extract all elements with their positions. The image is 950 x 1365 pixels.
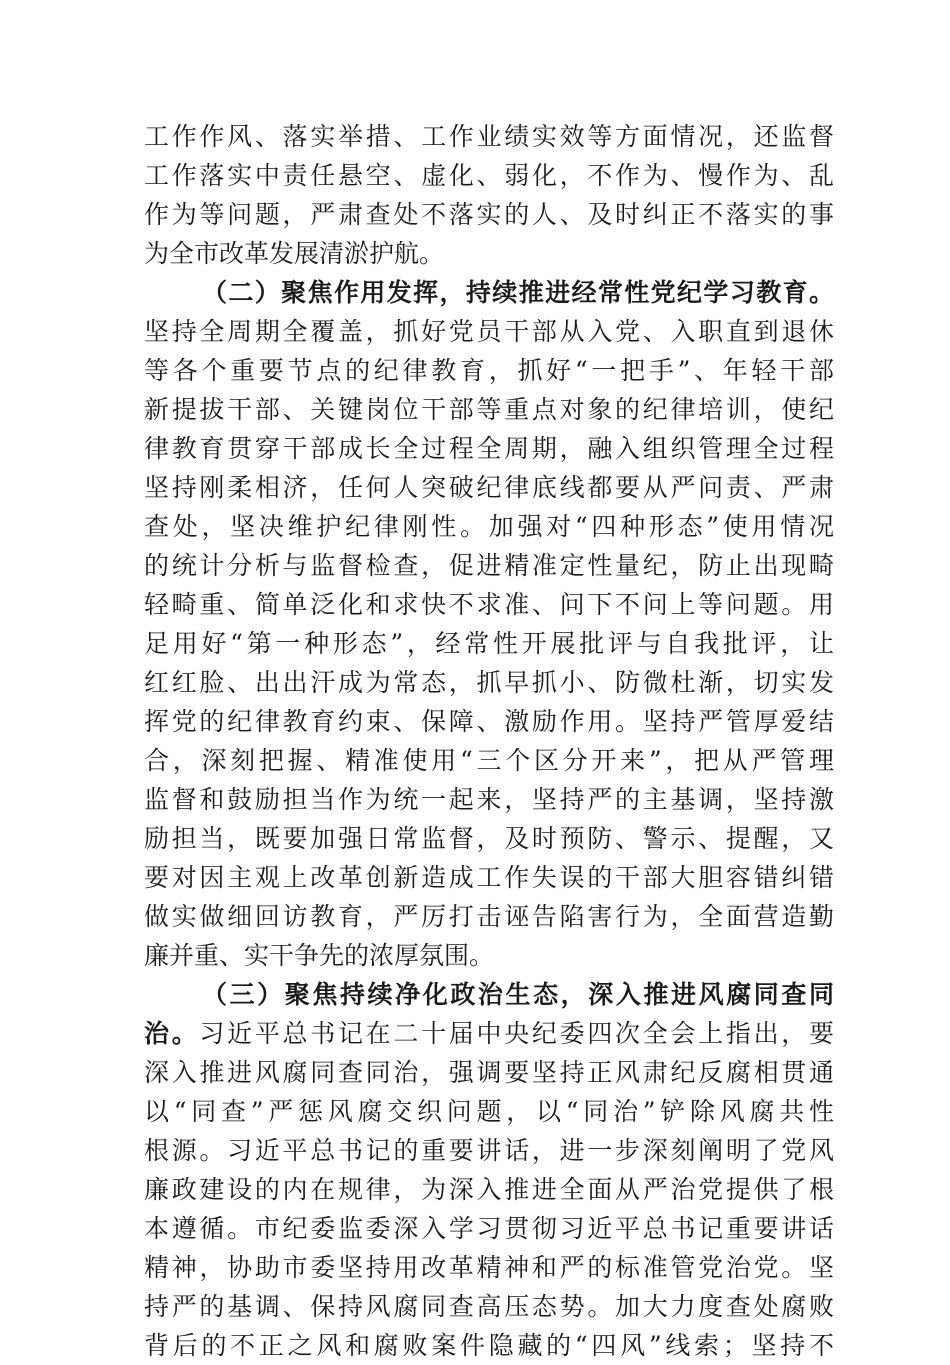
text-line <box>144 780 834 819</box>
paragraph-text: 挥党的纪律教育约束、保障、激励作用。坚持严管厚爱结 <box>144 707 834 736</box>
text-line <box>144 819 834 858</box>
document-body <box>144 117 834 1365</box>
text-line <box>144 897 834 936</box>
paragraph-text: 坚持刚柔相济，任何人突破纪律底线都要从严问责、严肃 <box>144 473 834 502</box>
text-line <box>144 858 834 897</box>
paragraph-text: 做实做细回访教育，严厉打击诬告陷害行为，全面营造勤 <box>144 902 834 931</box>
paragraph-text: 坚持全周期全覆盖，抓好党员干部从入党、入职直到退休 <box>144 317 834 346</box>
text-line <box>144 1248 834 1287</box>
paragraph-text: 足用好“第一种形态”，经常性开展批评与自我批评，让 <box>144 629 834 658</box>
paragraph-text: 精神，协助市委坚持用改革精神和严的标准管党治党。坚 <box>144 1253 834 1282</box>
text-line <box>144 156 834 195</box>
paragraph-text: 工作落实中责任悬空、虚化、弱化，不作为、慢作为、乱 <box>144 161 834 190</box>
paragraph-text: 持严的基调、保持风腐同查高压态势。加大力度查处腐败 <box>144 1292 834 1321</box>
text-line <box>144 702 834 741</box>
paragraph-text: 廉政建设的内在规律，为深入推进全面从严治党提供了根 <box>144 1175 834 1204</box>
text-line <box>144 273 834 312</box>
paragraph-text: 工作作风、落实举措、工作业绩实效等方面情况，还监督 <box>144 122 834 151</box>
text-line <box>144 312 834 351</box>
paragraph-text: 红红脸、出出汗成为常态，抓早抓小、防微杜渐，切实发 <box>144 668 834 697</box>
paragraph-text: 习近平总书记在二十届中央纪委四次全会上指出，要 <box>199 1019 834 1048</box>
paragraph-text: 监督和鼓励担当作为统一起来，坚持严的主基调，坚持激 <box>144 785 834 814</box>
text-line <box>144 1170 834 1209</box>
text-line <box>144 1326 834 1365</box>
text-line <box>144 1209 834 1248</box>
text-line <box>144 624 834 663</box>
paragraph-text: 轻畸重、简单泛化和求快不求准、问下不问上等问题。用 <box>144 590 834 619</box>
text-line <box>144 585 834 624</box>
paragraph-text: 等各个重要节点的纪律教育，抓好“一把手”、年轻干部 <box>144 356 834 385</box>
text-line <box>144 1014 834 1053</box>
text-line <box>144 117 834 156</box>
paragraph-text: 本遵循。市纪委监委深入学习贯彻习近平总书记重要讲话 <box>144 1214 834 1243</box>
text-line <box>144 429 834 468</box>
text-line <box>144 1053 834 1092</box>
text-line <box>144 234 834 273</box>
section-heading: （三）聚焦持续净化政治生态，深入推进风腐同查同 <box>202 980 834 1009</box>
section-heading: 治。 <box>144 1019 200 1048</box>
paragraph-text: 为全市改革发展清淤护航。 <box>144 239 445 268</box>
text-line <box>144 546 834 585</box>
paragraph-text: 合，深刻把握、精准使用“三个区分开来”，把从严管理 <box>144 746 834 775</box>
paragraph-text: 要对因主观上改革创新造成工作失误的干部大胆容错纠错 <box>144 863 834 892</box>
text-line <box>144 1287 834 1326</box>
text-line <box>144 663 834 702</box>
paragraph-text: 根源。习近平总书记的重要讲话，进一步深刻阐明了党风 <box>144 1136 834 1165</box>
paragraph-text: 励担当，既要加强日常监督，及时预防、警示、提醒，又 <box>144 824 834 853</box>
text-line <box>144 936 834 975</box>
text-line <box>144 507 834 546</box>
text-line <box>144 1131 834 1170</box>
text-line <box>144 975 834 1014</box>
paragraph-text: 律教育贯穿干部成长全过程全周期，融入组织管理全过程 <box>144 434 834 463</box>
text-line <box>144 1092 834 1131</box>
paragraph-text: 廉并重、实干争先的浓厚氛围。 <box>144 941 495 970</box>
text-line <box>144 390 834 429</box>
text-line <box>144 195 834 234</box>
paragraph-text: 作为等问题，严肃查处不落实的人、及时纠正不落实的事 <box>144 200 834 229</box>
section-heading: （二）聚焦作用发挥，持续推进经常性党纪学习教育。 <box>202 278 834 307</box>
paragraph-text: 以“同查”严惩风腐交织问题，以“同治”铲除风腐共性 <box>144 1097 834 1126</box>
text-line <box>144 468 834 507</box>
paragraph-text: 查处，坚决维护纪律刚性。加强对“四种形态”使用情况 <box>144 512 834 541</box>
paragraph-text: 深入推进风腐同查同治，强调要坚持正风肃纪反腐相贯通 <box>144 1058 834 1087</box>
paragraph-text: 新提拔干部、关键岗位干部等重点对象的纪律培训，使纪 <box>144 395 834 424</box>
text-line <box>144 741 834 780</box>
paragraph-text: 的统计分析与监督检查，促进精准定性量纪，防止出现畸 <box>144 551 834 580</box>
paragraph-text: 背后的不正之风和腐败案件隐藏的“四风”线索；坚持不 <box>144 1331 834 1360</box>
text-line <box>144 351 834 390</box>
